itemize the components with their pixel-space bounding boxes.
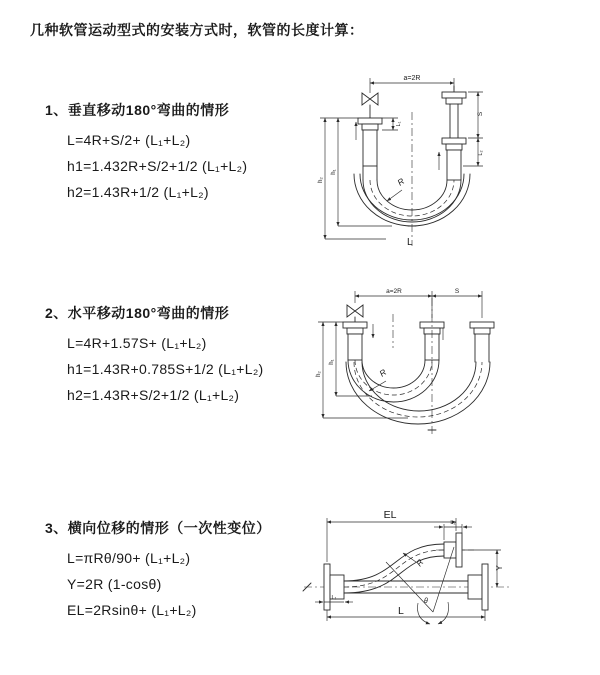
formula-line: L=4R+S/2+ (L₁+L₂) — [67, 132, 191, 148]
flange — [468, 575, 482, 599]
dim-label-l2: L₂ — [478, 150, 484, 156]
dimension-lines — [315, 509, 504, 621]
theta-label: θ — [424, 598, 428, 605]
hose-centerline — [344, 550, 444, 587]
hose-curve-moved — [362, 360, 425, 388]
flange — [324, 564, 330, 610]
flange — [358, 118, 382, 124]
formula-line: h2=1.43R+1/2 (L₁+L₂) — [67, 184, 209, 200]
dim-label-span: a=2R — [403, 75, 421, 82]
vertical-move-bend-diagram — [312, 68, 590, 258]
hose-curve — [344, 556, 444, 593]
flange — [446, 98, 462, 104]
radius-label: R — [377, 366, 389, 379]
flange — [347, 328, 363, 334]
dim-label-l1: L₁ — [396, 121, 402, 127]
angle-arc-icon — [438, 602, 449, 624]
formula-line: L=4R+1.57S+ (L₁+L₂) — [67, 335, 207, 351]
length-label: L — [398, 605, 404, 617]
braided-hose-section — [348, 334, 362, 360]
formula-line: h1=1.43R+0.785S+1/2 (L₁+L₂) — [67, 361, 264, 377]
dim-label-el: EL — [383, 509, 397, 521]
lateral-displacement-diagram — [298, 502, 590, 656]
formula-line: h1=1.432R+S/2+1/2 (L₁+L₂) — [67, 158, 248, 174]
radius-leader-arrow-icon — [387, 190, 402, 201]
section-2 — [45, 303, 264, 408]
section-1-heading: 1、垂直移动180°弯曲的情形 — [45, 102, 230, 118]
flange — [362, 124, 378, 130]
braided-hose-section — [363, 130, 377, 166]
section-3 — [45, 518, 271, 623]
valve-icon — [347, 305, 363, 317]
horizontal-move-bend-diagram — [310, 284, 588, 456]
flange — [456, 533, 462, 567]
hose-centerline — [355, 360, 432, 395]
dim-label-l1: L₁ — [331, 595, 337, 601]
angle-arc-icon — [418, 603, 431, 624]
flange — [343, 322, 367, 328]
section-3-heading: 3、横向位移的情形（一次性变位） — [45, 520, 271, 536]
flange — [470, 322, 494, 328]
dim-label-stroke: S — [454, 288, 460, 295]
radius-label: R — [413, 557, 426, 569]
flange — [442, 138, 466, 144]
piping — [354, 86, 470, 246]
horizontal-move-bend-drawing — [310, 284, 588, 456]
flange — [474, 328, 490, 334]
hose-curve — [344, 544, 444, 581]
formula-line: EL=2Rsinθ+ (L₁+L₂) — [67, 602, 197, 618]
dim-label-span: a=2R — [386, 288, 402, 295]
dim-label-h1: h₁ — [331, 169, 337, 175]
flange — [442, 92, 466, 98]
dim-label-y: Y — [495, 565, 504, 571]
dim-label-l2: L₂ — [450, 520, 456, 526]
piping — [343, 298, 494, 436]
flange — [446, 144, 462, 150]
flange — [444, 542, 456, 558]
dim-label-h2: h₂ — [316, 371, 322, 377]
radius-label: R — [395, 175, 407, 188]
valve-icon — [362, 93, 378, 105]
flange — [482, 564, 488, 610]
braided-hose-section — [447, 150, 461, 180]
dim-label-h2: h₂ — [318, 177, 324, 183]
length-label: L — [407, 237, 413, 248]
dim-label-h1: h₁ — [329, 359, 335, 365]
dim-label-stroke: S — [477, 111, 484, 117]
formula-line: Y=2R (1-cosθ) — [67, 576, 162, 592]
formula-line: h2=1.43R+S/2+1/2 (L₁+L₂) — [67, 387, 240, 403]
vertical-move-bend-drawing — [312, 68, 590, 258]
section-1 — [45, 100, 247, 205]
hose-curve — [346, 362, 490, 424]
page-title: 几种软管运动型式的安装方式时，软管的长度计算： — [30, 22, 364, 38]
piping — [324, 533, 488, 624]
lateral-displacement-drawing — [298, 502, 590, 656]
formula-line: L=πRθ/90+ (L₁+L₂) — [67, 550, 191, 566]
section-2-heading: 2、水平移动180°弯曲的情形 — [45, 305, 230, 321]
